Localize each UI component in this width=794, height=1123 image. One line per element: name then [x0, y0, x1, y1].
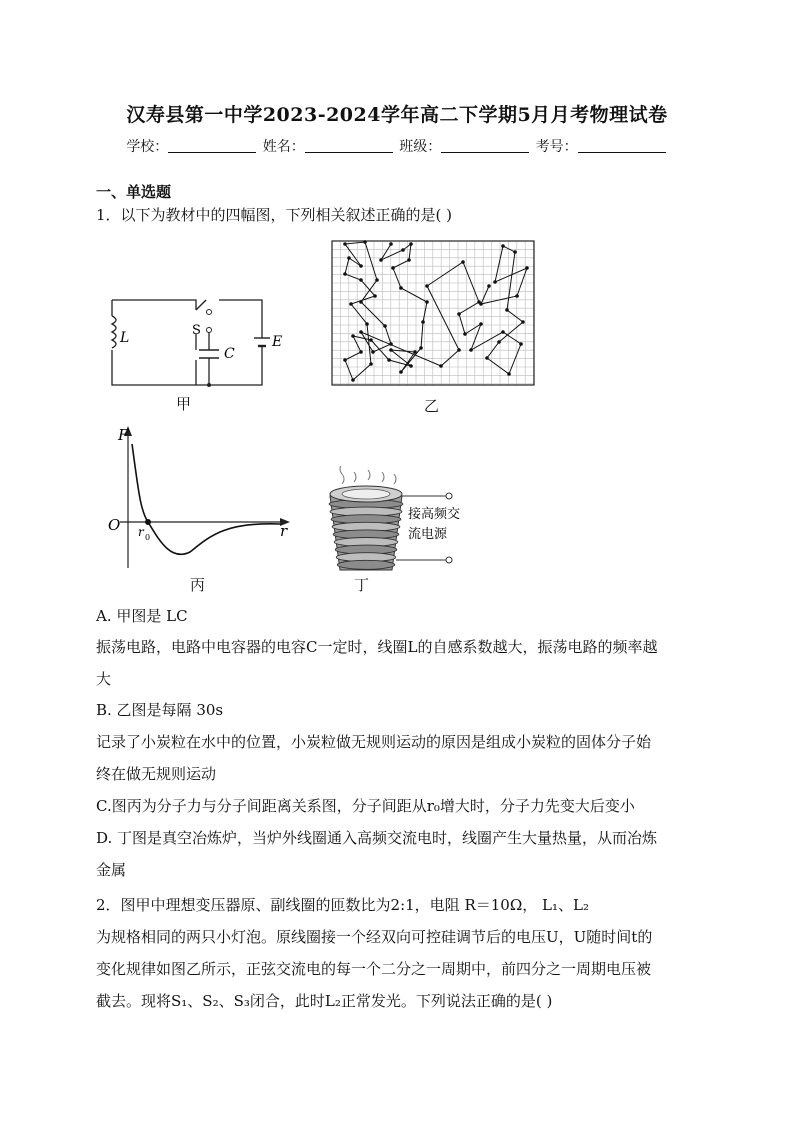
particle-point [525, 266, 529, 270]
circuit-top-wire-left [112, 300, 196, 310]
particle-point [407, 258, 411, 262]
switch-contact [207, 310, 212, 315]
force-curve [132, 444, 280, 554]
q2-line2: 为规格相同的两只小灯泡。原线圈接一个经双向可控硅调节后的电压U，U随时间t的 [96, 928, 653, 946]
label-r: r [280, 522, 288, 540]
option-a-line3: 大 [96, 670, 112, 688]
figure-yi-brownian-grid [331, 240, 535, 386]
page-title: 汉寿县第一中学2023-2024学年高二下学期5月月考物理试卷 [126, 104, 668, 126]
particle-point [389, 348, 393, 352]
class-label: 班级： [399, 139, 442, 155]
particle-point [359, 264, 363, 268]
particle-point [409, 364, 413, 368]
option-b-line1: B. 乙图是每隔 30s [96, 701, 224, 719]
q1-stem: 1．以下为教材中的四幅图，下列相关叙述正确的是( ) [96, 206, 453, 224]
particle-point [439, 364, 443, 368]
school-blank[interactable] [168, 138, 256, 153]
circuit-bottom-wire [112, 346, 262, 385]
name-blank[interactable] [305, 138, 393, 153]
particle-point [363, 240, 367, 244]
terminal-top [446, 493, 452, 499]
figure-jia-circuit [96, 290, 296, 392]
particle-point [487, 284, 491, 288]
caption-yi: 乙 [424, 397, 440, 415]
particle-point [379, 258, 383, 262]
particle-point [513, 250, 517, 254]
caption-ding: 丁 [354, 576, 370, 594]
particle-point [369, 362, 373, 366]
label-E: E [272, 334, 283, 350]
particle-point [501, 244, 505, 248]
particle-point [507, 372, 511, 376]
label-r0-sub: 0 [145, 533, 151, 542]
particle-point [519, 342, 523, 346]
particle-point [413, 350, 417, 354]
circuit-junction [207, 383, 211, 387]
particle-point [359, 350, 363, 354]
exam-number-blank[interactable] [578, 138, 666, 153]
particle-point [425, 300, 429, 304]
particle-point [493, 280, 497, 284]
particle-point [387, 358, 391, 362]
particle-point [501, 330, 505, 334]
figure-bing-force-graph [100, 422, 296, 572]
particle-point [421, 320, 425, 324]
q2-line3: 变化规律如图乙所示，正弦交流电的每一个二分之一周期中，前四分之一周期电压被 [96, 960, 652, 978]
option-b-line3: 终在做无规则运动 [96, 765, 217, 783]
figure-ding-furnace [316, 466, 500, 576]
particle-point [359, 300, 363, 304]
particle-point [457, 348, 461, 352]
switch-blade [196, 300, 206, 310]
particle-point [359, 330, 363, 334]
particle-point [359, 278, 363, 282]
furnace-coils [329, 500, 403, 570]
label-F: F [118, 426, 129, 444]
school-label: 学校： [126, 139, 169, 155]
particle-point [419, 346, 423, 350]
heat-waves [340, 466, 396, 484]
particle-point [369, 338, 373, 342]
label-S: S [192, 323, 201, 338]
label-L: L [120, 330, 130, 346]
particle-point [351, 378, 355, 382]
coil-turn [337, 560, 394, 569]
particle-point [401, 248, 405, 252]
option-d-line1: D. 丁图是真空冶炼炉，当炉外线圈通入高频交流电时，线圈产生大量热量，从而冶炼 [96, 829, 658, 847]
particle-point [461, 260, 465, 264]
name-label: 姓名： [262, 139, 305, 155]
option-a-line2: 振荡电路，电路中电容器的电容C一定时，线圈L的自感系数越大，振荡电路的频率越 [96, 638, 658, 656]
caption-bing: 丙 [190, 576, 206, 594]
label-power-line1: 接高频交 [408, 507, 461, 522]
particle-point [391, 266, 395, 270]
particle-point [371, 350, 375, 354]
q2-line1: 2．图甲中理想变压器原、副线圈的匝数比为2:1，电阻 R＝10Ω， L₁、L₂ [96, 896, 589, 914]
option-b-line2: 记录了小炭粒在水中的位置，小炭粒做无规则运动的原因是组成小炭粒的固体分子始 [96, 733, 652, 751]
label-power-line2: 流电源 [408, 527, 448, 542]
section-title: 一、单选题 [96, 183, 172, 201]
particle-point [349, 302, 353, 306]
q2-line4: 截去。现将S₁、S₂、S₃闭合，此时L₂正常发光。下列说法正确的是( ) [96, 992, 553, 1010]
grid-lines [332, 241, 534, 385]
particle-point [399, 286, 403, 290]
particle-point [521, 320, 525, 324]
label-r0: r [138, 525, 144, 539]
particle-point [389, 242, 393, 246]
inductor-coil [112, 316, 116, 348]
class-blank[interactable] [441, 138, 529, 153]
particle-point [505, 308, 509, 312]
particle-point [383, 324, 387, 328]
option-d-line2: 金属 [96, 861, 127, 879]
particle-point [409, 242, 413, 246]
option-c-line1: C.图丙为分子力与分子间距离关系图，分子间距从r₀增大时，分子力先变大后变小 [96, 797, 635, 815]
particle-point [389, 342, 393, 346]
particle-point [497, 340, 501, 344]
label-O: O [108, 516, 121, 534]
label-C: C [224, 346, 235, 362]
particle-point [457, 312, 461, 316]
particle-point [347, 256, 351, 260]
particle-point [515, 294, 519, 298]
molten-metal [342, 489, 390, 499]
particle-point [351, 334, 355, 338]
particle-point [479, 322, 483, 326]
particle-point [469, 348, 473, 352]
caption-jia: 甲 [176, 395, 192, 413]
particle-point [463, 332, 467, 336]
r0-point [145, 519, 151, 525]
student-info-row [0, 136, 794, 156]
particle-point [479, 302, 483, 306]
particle-point [343, 272, 347, 276]
particle-point [399, 370, 403, 374]
particle-point [425, 284, 429, 288]
particle-point [485, 356, 489, 360]
circuit-top-wire-right [219, 300, 262, 338]
option-a-line1: A. 甲图是 LC [96, 607, 188, 625]
exam-number-label: 考号： [535, 139, 578, 155]
particle-point [343, 358, 347, 362]
particle-point [365, 322, 369, 326]
particle-point [375, 278, 379, 282]
particle-point [373, 294, 377, 298]
particle-point [343, 242, 347, 246]
terminal-bottom [446, 557, 452, 563]
